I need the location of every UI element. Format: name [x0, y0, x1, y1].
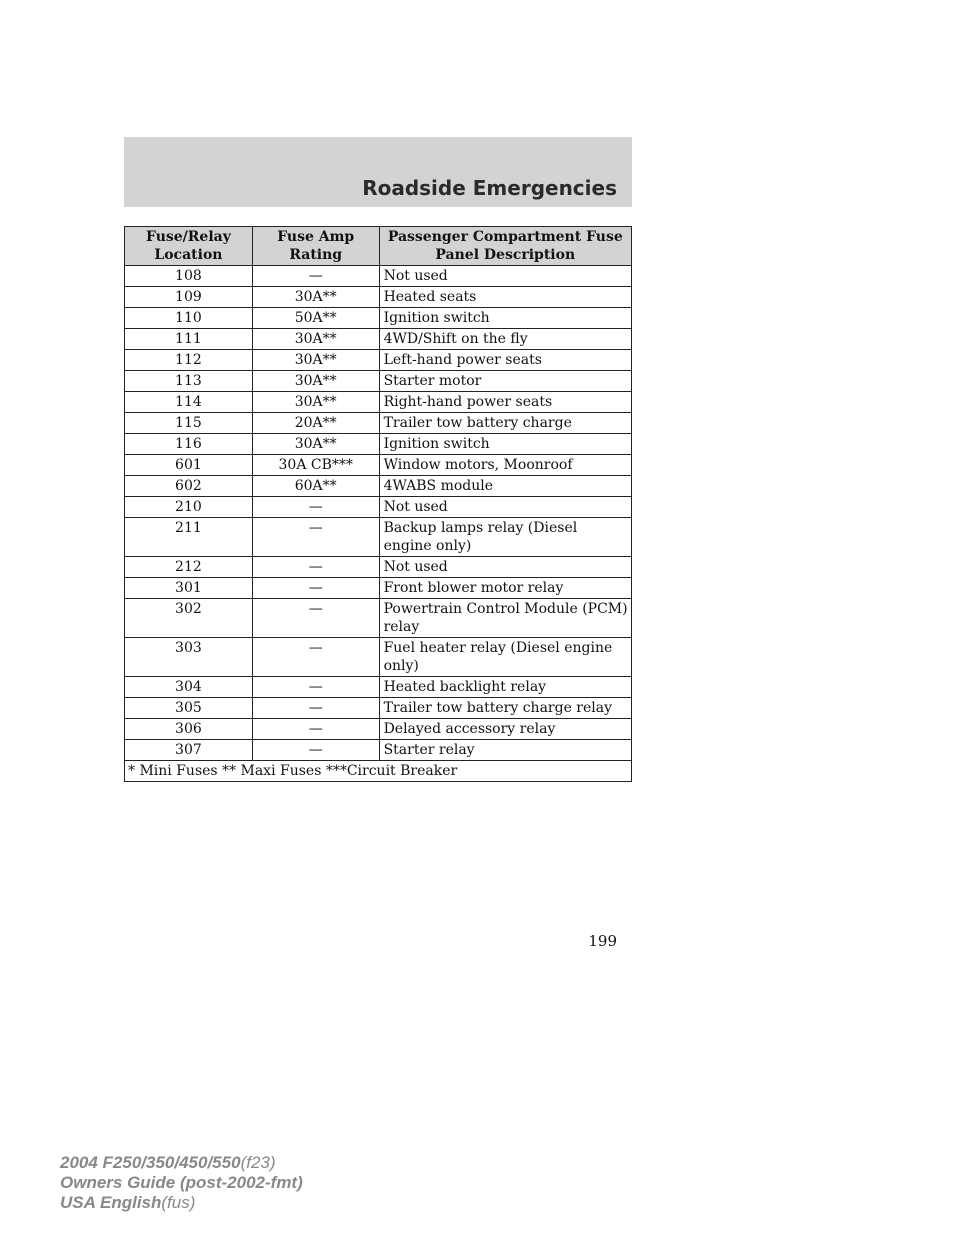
cell-location: 111 — [125, 329, 253, 350]
cell-amp-rating: 30A** — [252, 371, 379, 392]
cell-amp-rating: 30A CB*** — [252, 455, 379, 476]
cell-location: 601 — [125, 455, 253, 476]
fuse-table — [124, 226, 632, 782]
footer-line-1 — [60, 1153, 303, 1173]
table-row — [125, 287, 632, 308]
cell-location: 302 — [125, 599, 253, 638]
cell-amp-rating: — — [252, 677, 379, 698]
cell-description: Left-hand power seats — [379, 350, 631, 371]
cell-amp-rating: 30A** — [252, 329, 379, 350]
cell-description: Starter motor — [379, 371, 631, 392]
cell-location: 305 — [125, 698, 253, 719]
cell-location: 303 — [125, 638, 253, 677]
cell-location: 114 — [125, 392, 253, 413]
cell-description: Not used — [379, 557, 631, 578]
cell-amp-rating: 30A** — [252, 392, 379, 413]
column-header-location: Fuse/Relay Location — [125, 227, 253, 266]
cell-location: 307 — [125, 740, 253, 761]
table-row — [125, 518, 632, 557]
footer-line-3 — [60, 1193, 303, 1213]
section-title: Roadside Emergencies — [362, 176, 617, 200]
cell-location: 602 — [125, 476, 253, 497]
cell-location: 301 — [125, 578, 253, 599]
table-row — [125, 740, 632, 761]
table-row — [125, 371, 632, 392]
cell-description: Ignition switch — [379, 434, 631, 455]
cell-amp-rating: 30A** — [252, 434, 379, 455]
cell-location: 112 — [125, 350, 253, 371]
page-number: 199 — [588, 932, 617, 950]
footer-model: 2004 F250/350/450/550 — [60, 1153, 241, 1172]
table-row — [125, 308, 632, 329]
cell-location: 110 — [125, 308, 253, 329]
table-row — [125, 392, 632, 413]
footer-language-code: (fus) — [161, 1193, 196, 1212]
cell-location: 306 — [125, 719, 253, 740]
cell-amp-rating: — — [252, 719, 379, 740]
cell-location: 115 — [125, 413, 253, 434]
footer-model-code: (f23) — [240, 1153, 276, 1172]
cell-description: Backup lamps relay (Diesel engine only) — [379, 518, 631, 557]
cell-amp-rating: — — [252, 740, 379, 761]
table-header-row — [125, 227, 632, 266]
cell-amp-rating: 30A** — [252, 350, 379, 371]
cell-location: 211 — [125, 518, 253, 557]
cell-amp-rating: — — [252, 599, 379, 638]
cell-amp-rating: 20A** — [252, 413, 379, 434]
table-row — [125, 455, 632, 476]
table-row — [125, 578, 632, 599]
cell-description: Powertrain Control Module (PCM) relay — [379, 599, 631, 638]
cell-description: Right-hand power seats — [379, 392, 631, 413]
cell-description: Fuel heater relay (Diesel engine only) — [379, 638, 631, 677]
cell-description: Starter relay — [379, 740, 631, 761]
cell-location: 116 — [125, 434, 253, 455]
cell-description: Trailer tow battery charge relay — [379, 698, 631, 719]
table-row — [125, 329, 632, 350]
cell-location: 109 — [125, 287, 253, 308]
footer-line-2 — [60, 1173, 303, 1193]
cell-description: Not used — [379, 266, 631, 287]
table-row — [125, 698, 632, 719]
cell-amp-rating: — — [252, 518, 379, 557]
table-row — [125, 476, 632, 497]
table-row — [125, 350, 632, 371]
document-footer — [60, 1153, 303, 1213]
table-row — [125, 434, 632, 455]
table-body — [125, 266, 632, 761]
column-header-amp-rating: Fuse Amp Rating — [252, 227, 379, 266]
table-row — [125, 266, 632, 287]
table-row — [125, 719, 632, 740]
table-row — [125, 497, 632, 518]
cell-description: Not used — [379, 497, 631, 518]
table-row — [125, 677, 632, 698]
cell-amp-rating: 50A** — [252, 308, 379, 329]
footer-guide: Owners Guide (post-2002-fmt) — [60, 1173, 303, 1192]
cell-amp-rating: 30A** — [252, 287, 379, 308]
cell-location: 113 — [125, 371, 253, 392]
cell-location: 108 — [125, 266, 253, 287]
cell-amp-rating: — — [252, 557, 379, 578]
table-row — [125, 638, 632, 677]
cell-amp-rating: — — [252, 698, 379, 719]
cell-location: 304 — [125, 677, 253, 698]
cell-description: 4WD/Shift on the fly — [379, 329, 631, 350]
cell-location: 212 — [125, 557, 253, 578]
cell-description: 4WABS module — [379, 476, 631, 497]
column-header-description: Passenger Compartment Fuse Panel Description — [379, 227, 631, 266]
cell-amp-rating: 60A** — [252, 476, 379, 497]
cell-location: 210 — [125, 497, 253, 518]
table-row — [125, 413, 632, 434]
cell-amp-rating: — — [252, 266, 379, 287]
cell-amp-rating: — — [252, 578, 379, 599]
cell-amp-rating: — — [252, 497, 379, 518]
table-row — [125, 557, 632, 578]
footer-language: USA English — [60, 1193, 162, 1212]
cell-description: Trailer tow battery charge — [379, 413, 631, 434]
table-footnote: * Mini Fuses ** Maxi Fuses ***Circuit Breaker — [125, 761, 632, 782]
cell-description: Delayed accessory relay — [379, 719, 631, 740]
table-row — [125, 599, 632, 638]
cell-description: Window motors, Moonroof — [379, 455, 631, 476]
table-footnote-row — [125, 761, 632, 782]
cell-description: Ignition switch — [379, 308, 631, 329]
cell-description: Heated seats — [379, 287, 631, 308]
cell-description: Front blower motor relay — [379, 578, 631, 599]
cell-amp-rating: — — [252, 638, 379, 677]
cell-description: Heated backlight relay — [379, 677, 631, 698]
